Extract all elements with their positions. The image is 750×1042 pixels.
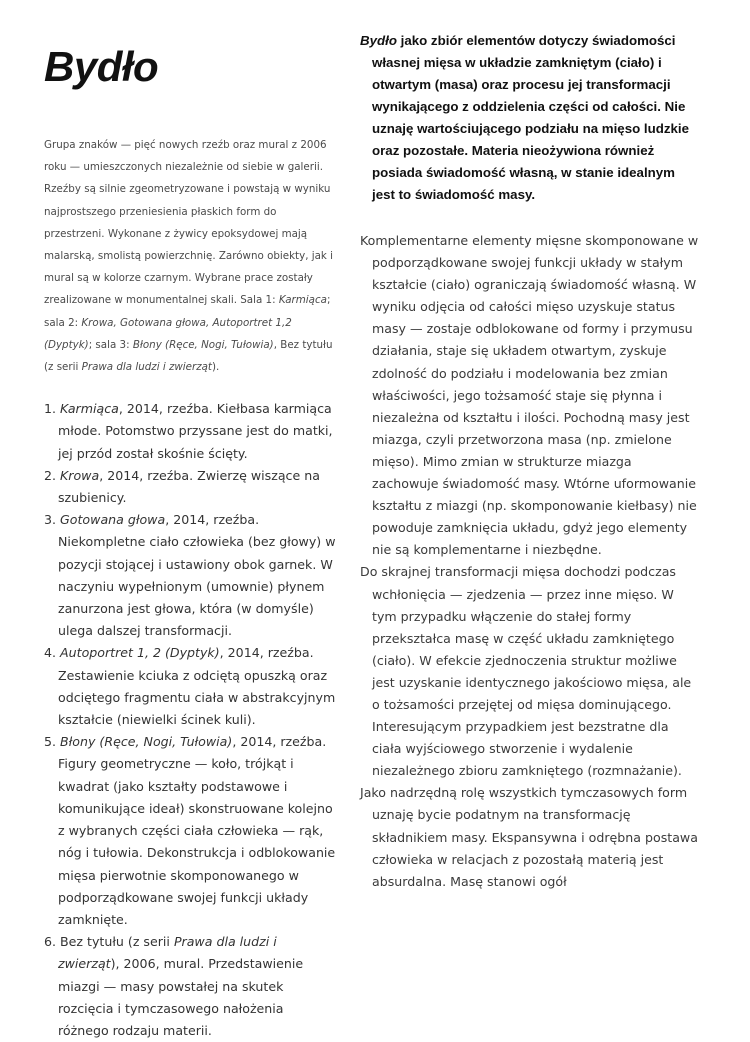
work-title: Prawa dla ludzi i zwierząt bbox=[58, 934, 277, 972]
right-column bbox=[360, 30, 700, 893]
list-item bbox=[44, 398, 336, 465]
work-description: , 2014, rzeźba. Niekompletne ciało człowieka (bez głowy) w pozycji stojącej i ustawiony obok garnek. W naczyniu wypełnionym (umownie) płynem zanurzona jest głowa, która (w domyśle) ulega dalszej transformacji. bbox=[58, 512, 336, 639]
intro-text: Grupa znaków — pięć nowych rzeźb oraz mural z 2006 roku — umieszczonych niezależnie od siebie w galerii. Rzeźby są silnie zgeometryzowane i powstają w wyniku najprostszego przeniesienia płaskich form do przestrzeni. Wykonane z żywicy epoksydowej mają malarską, smolistą powierzchnię. Zarówno obiekty, jak i mural są w kolorze czarnym. Wybrane prace zostały zrealizowane w monumentalnej skali. Sala 1: bbox=[44, 139, 334, 307]
work-title: Gotowana głowa bbox=[60, 512, 166, 528]
lead-italic: Bydło bbox=[360, 33, 397, 48]
work-title: Błony (Ręce, Nogi, Tułowia) bbox=[60, 734, 233, 750]
lead-text: jako zbiór elementów dotyczy świadomości własnej mięsa w układzie zamkniętym (ciało) i otwartym (masa) oraz procesu jej transformacji wynikającego z oddzielenia części od całości. Nie uznaję wartościującego podziału na mięso ludzkie oraz pozostałe. Materia nieożywiona również posiada świadomość własną, w stanie idealnym jest to świadomość masy. bbox=[372, 33, 689, 202]
intro-italic: Prawa dla ludzi i zwierząt bbox=[81, 361, 212, 374]
list-item bbox=[44, 509, 336, 642]
body-paragraph: Jako nadrzędną rolę wszystkich tymczasowych form uznaję bycie podatnym na transformację składnikiem masy. Ekspansywna i odrębna postawa człowieka w relacjach z pozostałą materią jest absurdalna. Masę stanowi ogół bbox=[360, 785, 698, 889]
work-description: , 2014, rzeźba. Zestawienie kciuka z odciętą opuszką oraz odciętego fragmentu ciała w abstrakcyjnym kształcie (niewielki ścinek kuli). bbox=[58, 645, 336, 728]
works-list bbox=[44, 398, 336, 1042]
work-title: Krowa bbox=[60, 467, 100, 483]
intro-text: , Bez tytułu (z serii bbox=[44, 338, 333, 374]
work-description: , 2014, rzeźba. Figury geometryczne — koło, trójkąt i kwadrat (jako kształty podstawowe i komunikujące ideał) skonstruowane kolejno z wybranych części ciała człowieka — rąk, nóg i tułowia. Dekonstrukcja i odblokowanie mięsa pierwotnie skomponowanego w podporządkowane swojej funkcji układy zamknięte. bbox=[58, 734, 336, 927]
intro-italic: Karmiąca bbox=[278, 294, 327, 307]
work-title: Autoportret 1, 2 (Dyptyk) bbox=[60, 645, 220, 661]
intro-italic: Błony (Ręce, Nogi, Tułowia) bbox=[132, 338, 274, 351]
work-description: , 2014, rzeźba. Kiełbasa karmiąca młode. Potomstwo przyssane jest do matki, jej przód został skośnie ścięty. bbox=[58, 401, 333, 461]
list-item bbox=[44, 731, 336, 931]
work-description: , 2014, rzeźba. Zwierzę wiszące na szubienicy. bbox=[58, 467, 320, 506]
item-number: 5. bbox=[44, 734, 61, 750]
body-paragraph: Do skrajnej transformacji mięsa dochodzi podczas wchłonięcia — zjedzenia — przez inne mięso. W tym przypadku włączenie do stałej formy przekształca masę w część układu zamkniętego (ciało). W efekcie zjednoczenia struktur możliwe jest uzyskanie identycznego jakościowo mięsa, ale o tożsamości przejętej od mięsa dominującego. Interesującym przypadkiem jest bezstratne dla ciała wyjściowego stworzenie i wydalenie niezależnego zbioru zamkniętego (rozmnażanie). bbox=[360, 564, 692, 779]
intro-italic: Krowa, Gotowana głowa, Autoportret 1,2 (Dyptyk) bbox=[44, 316, 292, 351]
lead-paragraph bbox=[360, 30, 700, 206]
page-title: Bydło bbox=[44, 43, 159, 90]
list-item bbox=[44, 465, 336, 509]
list-item bbox=[44, 642, 336, 731]
item-number: 6. bbox=[44, 934, 61, 950]
list-item bbox=[44, 931, 336, 1042]
work-title: Karmiąca bbox=[60, 401, 119, 417]
left-column bbox=[44, 38, 336, 1042]
item-number: 2. bbox=[44, 467, 61, 483]
intro-paragraph bbox=[44, 134, 336, 378]
item-number: 1. bbox=[44, 401, 61, 417]
intro-text: ). bbox=[211, 361, 220, 374]
intro-text: ; sala 3: bbox=[88, 338, 133, 351]
item-number: 4. bbox=[44, 645, 61, 661]
work-prefix: Bez tytułu (z serii bbox=[60, 934, 174, 950]
work-description: ), 2006, mural. Przedstawienie miazgi — masy powstałej na skutek rozcięcia i tymczasowego nałożenia różnego rodzaju materii. bbox=[58, 956, 304, 1038]
intro-text: ; sala 2: bbox=[44, 294, 331, 329]
item-number: 3. bbox=[44, 512, 61, 528]
body-paragraph: Komplementarne elementy mięsne skomponowane w podporządkowane swojej funkcji układy w stałym kształcie (ciało) ograniczają świadomość własną. W wyniku odjęcia od całości mięso uzyskuje status masy — zostaje odblokowane od formy i przymusu działania, staje się układem otwartym, zyskuje zdolność do podziału i modelowania bez zmian właściwości, jego tożsamość staje się płynna i niezależna od kształtu i ilości. Pochodną masy jest miazga, czyli przetworzona masa (np. zmielone mięso). Mimo zmian w strukturze miazga zachowuje świadomość masy. Wtórne uformowanie kształtu z miazgi (np. skomponowanie kiełbasy) nie powoduje zamknięcia układu, gdyż jego elementy nie są komplementarne i niezbędne. bbox=[360, 233, 699, 558]
